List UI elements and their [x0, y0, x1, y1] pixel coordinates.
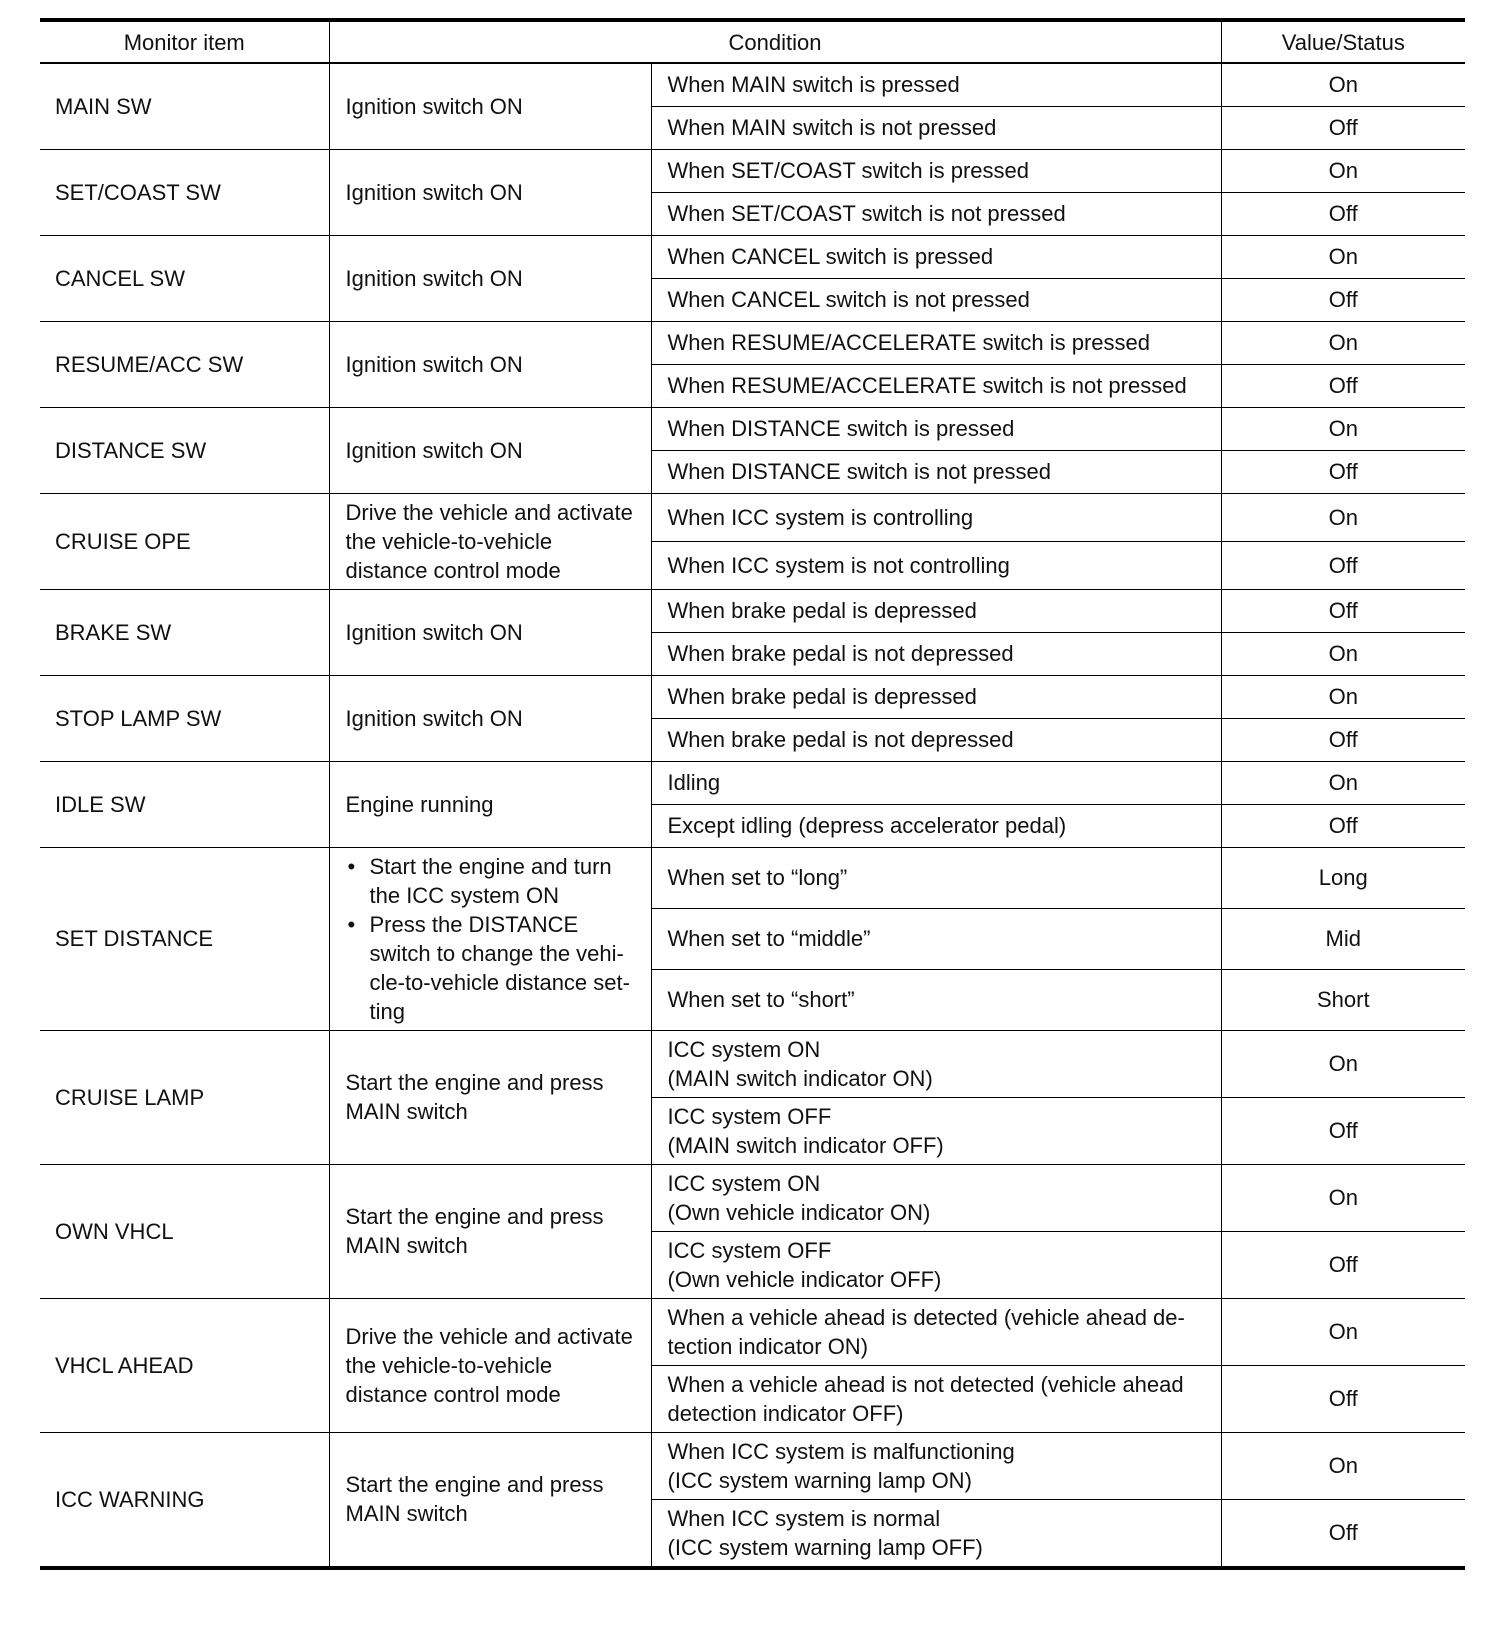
condition-cell: Ignition switch ON	[329, 63, 651, 149]
condition-cell: Ignition switch ON	[329, 675, 651, 761]
value-status-cell: On	[1221, 675, 1465, 718]
monitor-item-cell: IDLE SW	[40, 761, 329, 847]
value-status-cell: Off	[1221, 804, 1465, 847]
condition-detail-cell: When brake pedal is not depressed	[651, 718, 1221, 761]
value-status-cell: Short	[1221, 969, 1465, 1030]
condition-detail-cell	[651, 1097, 1221, 1164]
value-status-cell: On	[1221, 1298, 1465, 1365]
value-status-cell: On	[1221, 321, 1465, 364]
condition-cell	[329, 847, 651, 1030]
table-row	[40, 235, 1465, 278]
condition-detail-cell: When a vehicle ahead is not detected (vehicle ahead detection indicator OFF)	[651, 1365, 1221, 1432]
value-status-cell: Off	[1221, 589, 1465, 632]
detail-line: (MAIN switch indicator OFF)	[667, 1132, 944, 1158]
table-row	[40, 1432, 1465, 1499]
value-status-cell: Off	[1221, 1365, 1465, 1432]
detail-line: When ICC system is malfunctioning	[667, 1438, 1015, 1464]
monitor-item-cell: MAIN SW	[40, 63, 329, 149]
value-status-cell: On	[1221, 493, 1465, 541]
monitor-item-table	[40, 18, 1465, 1570]
value-status-cell: On	[1221, 149, 1465, 192]
condition-detail-cell: Except idling (depress accelerator pedal)	[651, 804, 1221, 847]
value-status-cell: On	[1221, 1030, 1465, 1097]
detail-line: ICC system ON	[667, 1170, 821, 1196]
monitor-item-cell: SET DISTANCE	[40, 847, 329, 1030]
condition-bullet: • Start the engine and turn the ICC system ON	[346, 852, 635, 910]
value-status-cell: On	[1221, 407, 1465, 450]
value-status-cell: Mid	[1221, 908, 1465, 969]
condition-detail-cell	[651, 1231, 1221, 1298]
condition-bullet: • Press the DISTANCE switch to change the vehi-cle-to-vehicle distance set-ting	[346, 910, 635, 1026]
table-row	[40, 1030, 1465, 1097]
table-row	[40, 407, 1465, 450]
monitor-item-cell: CRUISE OPE	[40, 493, 329, 589]
condition-detail-cell: When set to “middle”	[651, 908, 1221, 969]
condition-cell: Start the engine and press MAIN switch	[329, 1164, 651, 1298]
table-row	[40, 1298, 1465, 1365]
condition-detail-cell	[651, 1030, 1221, 1097]
condition-cell: Drive the vehicle and activate the vehicle-to-vehicle distance control mode	[329, 493, 651, 589]
monitor-item-cell: CANCEL SW	[40, 235, 329, 321]
condition-detail-cell: When brake pedal is depressed	[651, 675, 1221, 718]
detail-line: (Own vehicle indicator ON)	[667, 1199, 931, 1225]
condition-detail-cell	[651, 1164, 1221, 1231]
table-row	[40, 761, 1465, 804]
monitor-item-cell: ICC WARNING	[40, 1432, 329, 1568]
table-row	[40, 589, 1465, 632]
value-status-cell: On	[1221, 1164, 1465, 1231]
condition-detail-cell: When CANCEL switch is not pressed	[651, 278, 1221, 321]
header-value-status: Value/Status	[1221, 20, 1465, 63]
condition-detail-cell: When a vehicle ahead is detected (vehicle ahead de-tection indicator ON)	[651, 1298, 1221, 1365]
monitor-item-cell: STOP LAMP SW	[40, 675, 329, 761]
detail-line: (ICC system warning lamp OFF)	[667, 1534, 983, 1560]
condition-detail-cell: When set to “short”	[651, 969, 1221, 1030]
detail-line: ICC system OFF	[667, 1103, 832, 1129]
table-row	[40, 493, 1465, 541]
condition-detail-cell: Idling	[651, 761, 1221, 804]
condition-detail-cell: When DISTANCE switch is pressed	[651, 407, 1221, 450]
monitor-item-cell: RESUME/ACC SW	[40, 321, 329, 407]
value-status-cell: Off	[1221, 718, 1465, 761]
monitor-item-cell: CRUISE LAMP	[40, 1030, 329, 1164]
condition-detail-cell: When MAIN switch is pressed	[651, 63, 1221, 106]
value-status-cell: Off	[1221, 450, 1465, 493]
value-status-cell: Off	[1221, 364, 1465, 407]
detail-line: (Own vehicle indicator OFF)	[667, 1266, 942, 1292]
table-row	[40, 1164, 1465, 1231]
condition-cell: Ignition switch ON	[329, 235, 651, 321]
table-row	[40, 149, 1465, 192]
value-status-cell: Off	[1221, 106, 1465, 149]
condition-detail-cell: When SET/COAST switch is pressed	[651, 149, 1221, 192]
condition-detail-cell: When set to “long”	[651, 847, 1221, 908]
monitor-item-cell: BRAKE SW	[40, 589, 329, 675]
condition-detail-cell: When DISTANCE switch is not pressed	[651, 450, 1221, 493]
condition-cell: Start the engine and press MAIN switch	[329, 1030, 651, 1164]
table-header-row	[40, 20, 1465, 63]
condition-detail-cell: When ICC system is not controlling	[651, 541, 1221, 589]
value-status-cell: Off	[1221, 192, 1465, 235]
table-row	[40, 63, 1465, 106]
condition-cell: Ignition switch ON	[329, 589, 651, 675]
monitor-item-cell: OWN VHCL	[40, 1164, 329, 1298]
value-status-cell: On	[1221, 235, 1465, 278]
condition-cell: Start the engine and press MAIN switch	[329, 1432, 651, 1568]
value-status-cell: On	[1221, 761, 1465, 804]
table-row	[40, 675, 1465, 718]
detail-line: ICC system ON	[667, 1036, 821, 1062]
condition-detail-cell: When ICC system is controlling	[651, 493, 1221, 541]
monitor-item-cell: DISTANCE SW	[40, 407, 329, 493]
condition-detail-cell: When brake pedal is depressed	[651, 589, 1221, 632]
value-status-cell: Off	[1221, 1097, 1465, 1164]
table-row	[40, 321, 1465, 364]
condition-cell: Ignition switch ON	[329, 321, 651, 407]
condition-cell: Drive the vehicle and activate the vehicle-to-vehicle distance control mode	[329, 1298, 651, 1432]
table-row	[40, 847, 1465, 908]
condition-detail-cell: When SET/COAST switch is not pressed	[651, 192, 1221, 235]
value-status-cell: Off	[1221, 278, 1465, 321]
value-status-cell: Off	[1221, 1231, 1465, 1298]
value-status-cell: On	[1221, 1432, 1465, 1499]
detail-line: ICC system OFF	[667, 1237, 832, 1263]
value-status-cell: On	[1221, 632, 1465, 675]
condition-detail-cell	[651, 1499, 1221, 1568]
detail-line: (ICC system warning lamp ON)	[667, 1467, 972, 1493]
condition-detail-cell: When MAIN switch is not pressed	[651, 106, 1221, 149]
condition-cell: Engine running	[329, 761, 651, 847]
condition-cell: Ignition switch ON	[329, 149, 651, 235]
header-condition: Condition	[329, 20, 1221, 63]
value-status-cell: On	[1221, 63, 1465, 106]
monitor-item-cell: VHCL AHEAD	[40, 1298, 329, 1432]
value-status-cell: Off	[1221, 1499, 1465, 1568]
condition-bullet-list	[346, 852, 635, 1026]
value-status-cell: Off	[1221, 541, 1465, 589]
condition-detail-cell	[651, 1432, 1221, 1499]
condition-detail-cell: When brake pedal is not depressed	[651, 632, 1221, 675]
value-status-cell: Long	[1221, 847, 1465, 908]
monitor-item-cell: SET/COAST SW	[40, 149, 329, 235]
condition-cell: Ignition switch ON	[329, 407, 651, 493]
header-monitor-item: Monitor item	[40, 20, 329, 63]
detail-line: When ICC system is normal	[667, 1505, 941, 1531]
condition-detail-cell: When RESUME/ACCELERATE switch is not pressed	[651, 364, 1221, 407]
detail-line: (MAIN switch indicator ON)	[667, 1065, 933, 1091]
condition-detail-cell: When RESUME/ACCELERATE switch is pressed	[651, 321, 1221, 364]
condition-detail-cell: When CANCEL switch is pressed	[651, 235, 1221, 278]
